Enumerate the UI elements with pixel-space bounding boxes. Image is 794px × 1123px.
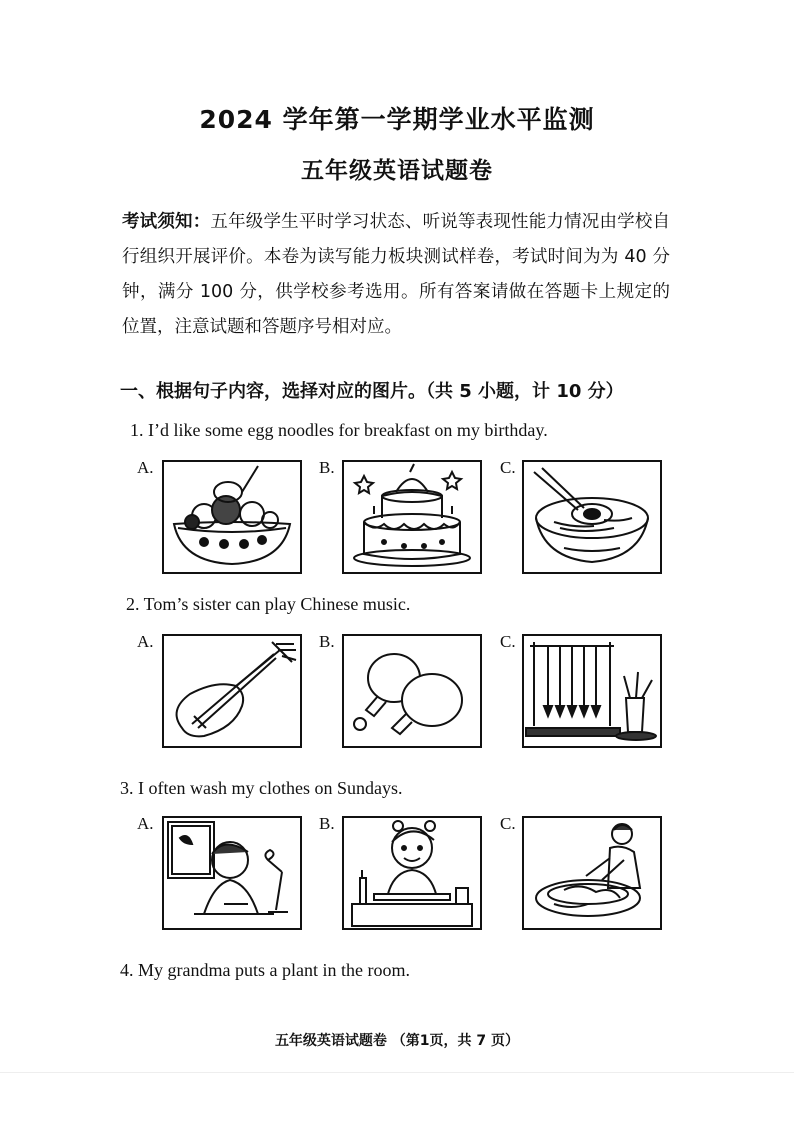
footer-divider — [0, 1072, 794, 1073]
q1-option-b-label: B. — [319, 458, 335, 477]
q1-option-c-label: C. — [500, 458, 516, 477]
question-3: 3. I often wash my clothes on Sundays. — [120, 778, 403, 798]
question-1: 1. I’d like some egg noodles for breakfast on my birthday. — [130, 420, 548, 440]
q3-option-c-label: C. — [500, 814, 516, 833]
section-1-title: 一、根据句子内容，选择对应的图片。（共 5 小题，计 10 分） — [120, 381, 624, 402]
exam-subtitle: 五年级英语试题卷 — [301, 158, 493, 184]
calligraphy-brushes-icon[interactable] — [522, 634, 662, 748]
exam-title: 2024 学年第一学期学业水平监测 — [199, 105, 595, 134]
question-2: 2. Tom’s sister can play Chinese music. — [126, 594, 411, 614]
noodle-bowl-icon[interactable] — [522, 460, 662, 574]
ping-pong-paddles-icon[interactable] — [342, 634, 482, 748]
exam-notice — [122, 205, 670, 345]
woman-washing-icon[interactable] — [522, 816, 662, 930]
q1-option-a-label: A. — [137, 458, 154, 477]
salad-bowl-icon[interactable] — [162, 460, 302, 574]
girl-cooking-icon[interactable] — [342, 816, 482, 930]
q3-option-a-label: A. — [137, 814, 154, 833]
boy-studying-icon[interactable] — [162, 816, 302, 930]
q3-option-b-label: B. — [319, 814, 335, 833]
q2-option-c-label: C. — [500, 632, 516, 651]
notice-text: 五年级学生平时学习状态、听说等表现性能力情况由学校自行组织开展评价。本卷为读写能力板块测试样卷，考试时间为为 40 分钟，满分 100 分，供学校参考选用。所有答案请做在答题卡上规定的位置，注意试题和答题序号相对应。 — [122, 212, 671, 337]
q2-option-b-label: B. — [319, 632, 335, 651]
page-footer: 五年级英语试题卷 （第1页，共 7 页） — [274, 1033, 520, 1049]
notice-label: 考试须知： — [122, 212, 211, 232]
pipa-icon[interactable] — [162, 634, 302, 748]
q2-option-a-label: A. — [137, 632, 154, 651]
birthday-cake-icon[interactable] — [342, 460, 482, 574]
question-4: 4. My grandma puts a plant in the room. — [120, 960, 410, 980]
